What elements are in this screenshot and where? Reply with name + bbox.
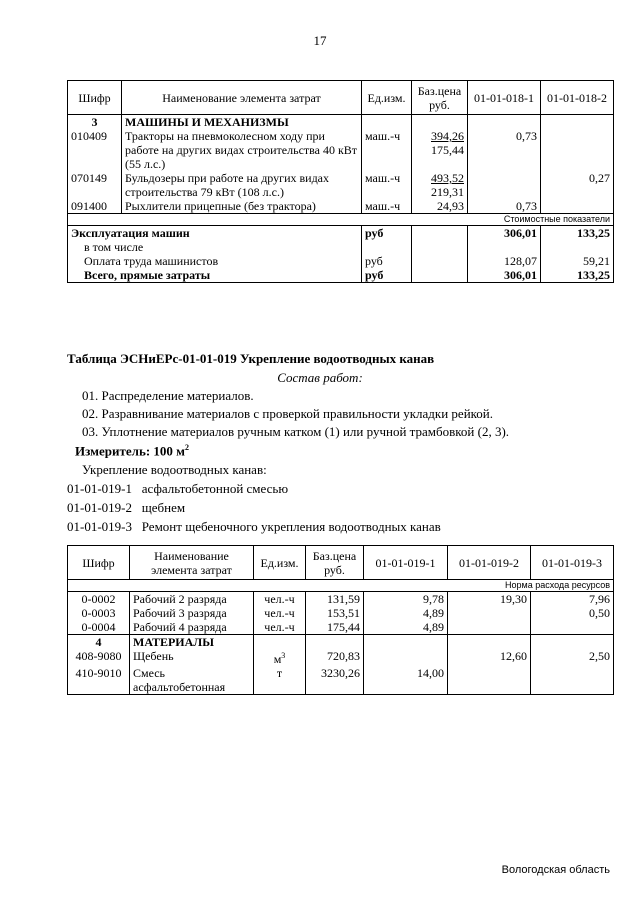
cell-value	[448, 666, 531, 695]
cell-code: 091400	[68, 199, 122, 214]
summary-row	[68, 268, 614, 283]
cell-value	[541, 129, 614, 171]
cell-value: 0,73	[468, 199, 541, 214]
cell-value: 2,50	[531, 649, 614, 666]
cell-price: 131,59	[306, 592, 364, 607]
meter-label	[75, 443, 189, 459]
page-number: 17	[313, 33, 327, 48]
header-code: Шифр	[68, 81, 122, 115]
table-row	[68, 620, 614, 635]
table-row	[68, 199, 614, 214]
price-salary: 219,31	[431, 185, 464, 199]
table-row	[68, 115, 614, 130]
cell-code: 0-0003	[68, 606, 130, 620]
cell-price: 24,93	[412, 199, 468, 214]
footer-region: Вологодская область	[501, 864, 610, 876]
summary-value: 133,25	[541, 268, 614, 283]
header-code: Шифр	[68, 546, 130, 580]
cell-value: 4,89	[364, 620, 448, 635]
section-title: МАТЕРИАЛЫ	[130, 635, 254, 650]
summary-name: Всего, прямые затраты	[68, 268, 362, 283]
cell-value: 4,89	[364, 606, 448, 620]
cell-name: Рабочий 2 разряда	[130, 592, 254, 607]
intro-text: Укрепление водоотводных канав:	[82, 462, 267, 477]
summary-row	[68, 240, 614, 254]
cell-value: 12,60	[448, 649, 531, 666]
cell-price: 175,44	[306, 620, 364, 635]
summary-value: 133,25	[541, 226, 614, 241]
summary-value: 306,01	[468, 226, 541, 241]
list-item	[67, 519, 441, 535]
summary-name: в том числе	[68, 240, 362, 254]
item-text: асфальтобетонной смесью	[141, 481, 289, 496]
summary-row	[68, 254, 614, 268]
cell-unit: чел.-ч	[254, 606, 306, 620]
summary-row	[68, 226, 614, 241]
section-code: 4	[68, 635, 130, 650]
header-col-3: 01-01-019-3	[531, 546, 614, 580]
table-row	[68, 129, 614, 171]
cell-name: Бульдозеры при работе на других видах строительства 79 кВт (108 л.с.)	[122, 171, 362, 199]
cell-name: Смесь асфальтобетонная	[130, 666, 254, 695]
meter-text: Измеритель: 100 м	[75, 443, 186, 459]
cell-value	[531, 666, 614, 695]
cell-name: Рыхлители прицепные (без трактора)	[122, 199, 362, 214]
norm-label: Норма расхода ресурсов	[68, 580, 614, 592]
cell-value: 0,50	[531, 606, 614, 620]
price-main: 493,52	[431, 171, 464, 185]
cell-unit: т	[254, 666, 306, 695]
table-row	[68, 635, 614, 650]
step-2: 02. Разравнивание материалов с проверкой правильности укладки рейкой.	[82, 406, 494, 421]
cost-indicators-label: Стоимостные показатели	[68, 214, 614, 226]
summary-unit: руб	[362, 226, 412, 241]
summary-value: 59,21	[541, 254, 614, 268]
unit-text: м	[273, 652, 282, 666]
section-title: МАШИНЫ И МЕХАНИЗМЫ	[122, 115, 362, 130]
cell-unit: маш.-ч	[362, 171, 412, 199]
summary-name: Оплата труда машинистов	[68, 254, 362, 268]
table-row	[68, 592, 614, 607]
cell-value	[468, 171, 541, 199]
header-col-2: 01-01-019-2	[448, 546, 531, 580]
cell-unit: маш.-ч	[362, 199, 412, 214]
header-unit: Ед.изм.	[362, 81, 412, 115]
cell-name: Щебень	[130, 649, 254, 666]
cell-unit	[254, 649, 306, 666]
cell-unit: чел.-ч	[254, 592, 306, 607]
composition-title: Состав работ:	[277, 370, 363, 385]
table-row	[68, 649, 614, 666]
cell-unit: чел.-ч	[254, 620, 306, 635]
cell-value: 14,00	[364, 666, 448, 695]
header-unit: Ед.изм.	[254, 546, 306, 580]
cell-code: 010409	[68, 129, 122, 171]
table-title: Таблица ЭСНиЕРс-01-01-019 Укрепление водоотводных канав	[67, 351, 435, 366]
cell-value: 9,78	[364, 592, 448, 607]
cell-name: Рабочий 3 разряда	[130, 606, 254, 620]
cell-value: 0,27	[541, 171, 614, 199]
step-3: 03. Уплотнение материалов ручным катком (1) или ручной трамбовкой (2, 3).	[82, 424, 510, 439]
step-1: 01. Распределение материалов.	[82, 388, 254, 403]
cell-value: 0,73	[468, 129, 541, 171]
cell-code: 0-0004	[68, 620, 130, 635]
item-code: 01-01-019-2	[67, 500, 132, 515]
cell-code: 410-9010	[68, 666, 130, 695]
cell-price: 3230,26	[306, 666, 364, 695]
cell-name: Тракторы на пневмоколесном ходу при работе на других видах строительства 40 кВт (55 л.с.)	[122, 129, 362, 171]
summary-name: Эксплуатация машин	[68, 226, 362, 241]
cell-value	[448, 606, 531, 620]
cell-value: 19,30	[448, 592, 531, 607]
item-code: 01-01-019-3	[67, 519, 132, 534]
item-code: 01-01-019-1	[67, 481, 132, 496]
table-row	[68, 606, 614, 620]
cell-value: 7,96	[531, 592, 614, 607]
machines-table	[67, 80, 614, 283]
header-name: Наименование элемента затрат	[122, 81, 362, 115]
cell-value	[531, 620, 614, 635]
cell-value	[541, 199, 614, 214]
cell-price	[412, 171, 468, 199]
resources-table	[67, 545, 614, 695]
cell-price: 720,83	[306, 649, 364, 666]
header-col-1: 01-01-018-1	[468, 81, 541, 115]
cell-price	[412, 129, 468, 171]
summary-unit: руб	[362, 268, 412, 283]
cell-code: 408-9080	[68, 649, 130, 666]
summary-unit: руб	[362, 254, 412, 268]
summary-value: 306,01	[468, 268, 541, 283]
table-row	[68, 666, 614, 695]
section-code: 3	[68, 115, 122, 130]
price-main: 394,26	[431, 129, 464, 143]
cell-price: 153,51	[306, 606, 364, 620]
cell-code: 070149	[68, 171, 122, 199]
cell-code: 0-0002	[68, 592, 130, 607]
header-price: Баз.цена руб.	[412, 81, 468, 115]
price-salary: 175,44	[431, 143, 464, 157]
unit-sup: 3	[281, 651, 286, 660]
header-col-2: 01-01-018-2	[541, 81, 614, 115]
meter-sup: 2	[185, 443, 190, 452]
item-text: Ремонт щебеночного укрепления водоотводных канав	[141, 519, 441, 534]
header-name: Наименование элемента затрат	[130, 546, 254, 580]
cell-name: Рабочий 4 разряда	[130, 620, 254, 635]
header-col-1: 01-01-019-1	[364, 546, 448, 580]
cell-value	[448, 620, 531, 635]
header-price: Баз.цена руб.	[306, 546, 364, 580]
list-item	[67, 481, 288, 497]
cell-unit: маш.-ч	[362, 129, 412, 171]
item-text: щебнем	[141, 500, 186, 515]
summary-value: 128,07	[468, 254, 541, 268]
list-item	[67, 500, 185, 516]
table-row	[68, 171, 614, 199]
cell-value	[364, 649, 448, 666]
